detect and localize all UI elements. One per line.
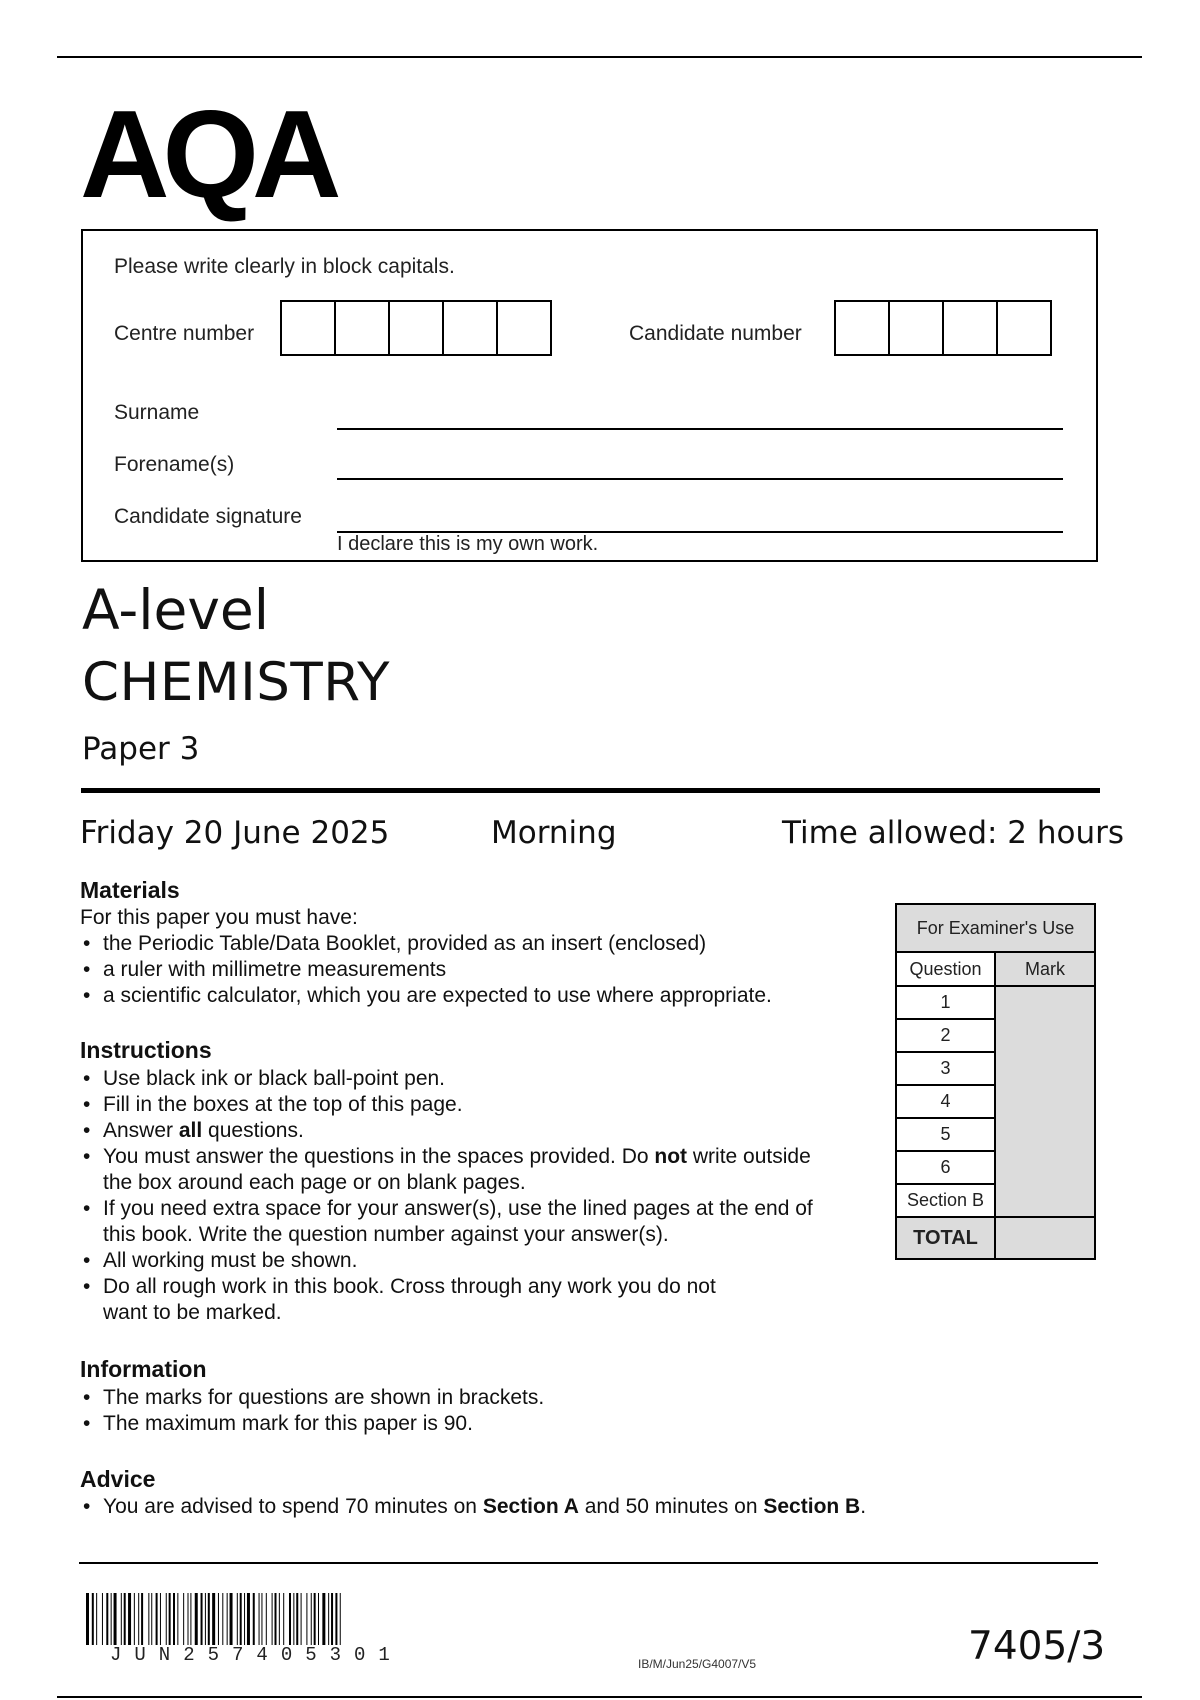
instructions-heading: Instructions: [80, 1037, 212, 1063]
bottom-rule: [57, 1696, 1142, 1698]
list-item: • Fill in the boxes at the top of this page.: [83, 1093, 463, 1116]
signature-label: Candidate signature: [114, 505, 302, 528]
exam-session: Morning: [491, 815, 617, 851]
list-item: • All working must be shown.: [83, 1249, 358, 1272]
aqa-logo: AQA: [80, 86, 335, 224]
time-allowed: Time allowed: 2 hours: [782, 815, 1125, 851]
surname-label: Surname: [114, 401, 200, 424]
list-item: • The marks for questions are shown in brackets.: [83, 1386, 545, 1409]
list-item: • a ruler with millimetre measurements: [83, 958, 447, 981]
declaration-text: I declare this is my own work.: [337, 533, 599, 555]
barcode-image: [86, 1593, 469, 1645]
question-number: 4: [896, 1085, 995, 1118]
advice-heading: Advice: [80, 1466, 156, 1492]
total-mark-cell: [995, 1217, 1095, 1259]
candidate-number-digit[interactable]: [996, 300, 1052, 356]
materials-intro: For this paper you must have:: [80, 906, 358, 929]
subject-title: CHEMISTRY: [82, 652, 391, 713]
footer-rule: [79, 1562, 1098, 1564]
examiner-use-table: [895, 903, 1096, 1272]
question-number: 6: [896, 1151, 995, 1184]
list-item: • Answer all questions.: [83, 1119, 304, 1142]
forename-field[interactable]: [337, 478, 1063, 480]
centre-number-boxes: [280, 300, 550, 356]
candidate-number-digit[interactable]: [834, 300, 890, 356]
information-list: [80, 1385, 544, 1437]
materials-heading: Materials: [80, 877, 180, 903]
mark-cell: [995, 986, 1095, 1217]
examiner-table-title: For Examiner's Use: [896, 904, 1095, 952]
exam-date: Friday 20 June 2025: [80, 815, 390, 851]
list-item: • If you need extra space for your answer(s), use the lined pages at the end of this book. Write the question number against your answer(s).: [83, 1197, 813, 1246]
top-rule: [57, 56, 1142, 58]
centre-number-digit[interactable]: [388, 300, 444, 356]
forename-label: Forename(s): [114, 453, 235, 476]
mark-column-header: Mark: [995, 952, 1095, 986]
paper-number: Paper 3: [82, 731, 200, 767]
question-number: 3: [896, 1052, 995, 1085]
centre-number-digit[interactable]: [496, 300, 552, 356]
instructions-list: [80, 1066, 813, 1326]
list-item: • You must answer the questions in the spaces provided. Do not write outside the box around each page or on blank pages.: [83, 1145, 811, 1194]
candidate-number-label: Candidate number: [629, 322, 802, 345]
question-number: 5: [896, 1118, 995, 1151]
block-capitals-instruction: Please write clearly in block capitals.: [114, 255, 455, 278]
centre-number-label: Centre number: [114, 322, 255, 345]
list-item: • You are advised to spend 70 minutes on Section A and 50 minutes on Section B.: [83, 1495, 867, 1518]
candidate-number-digit[interactable]: [888, 300, 944, 356]
list-item: • The maximum mark for this paper is 90.: [83, 1412, 473, 1435]
candidate-number-boxes: [834, 300, 1050, 356]
question-number: 1: [896, 986, 995, 1019]
question-column-header: Question: [896, 952, 995, 986]
barcode-digits: JUN257405301: [110, 1644, 403, 1666]
information-heading: Information: [80, 1356, 207, 1382]
surname-field[interactable]: [337, 428, 1063, 430]
list-item: • Do all rough work in this book. Cross through any work you do not want to be marked.: [83, 1275, 716, 1324]
candidate-number-digit[interactable]: [942, 300, 998, 356]
list-item: • the Periodic Table/Data Booklet, provided as an insert (enclosed): [83, 932, 707, 955]
paper-code: 7405/3: [968, 1624, 1106, 1669]
qualification-level: A-level: [82, 578, 270, 642]
centre-number-digit[interactable]: [334, 300, 390, 356]
title-rule: [81, 788, 1100, 793]
total-label: TOTAL: [896, 1217, 995, 1259]
question-number: Section B: [896, 1184, 995, 1217]
advice-list: [80, 1494, 866, 1520]
centre-number-digit[interactable]: [442, 300, 498, 356]
question-number: 2: [896, 1019, 995, 1052]
centre-number-digit[interactable]: [280, 300, 336, 356]
list-item: • a scientific calculator, which you are expected to use where appropriate.: [83, 984, 772, 1007]
document-reference: IB/M/Jun25/G4007/V5: [638, 1657, 757, 1671]
materials-list: [80, 931, 772, 1009]
list-item: • Use black ink or black ball-point pen.: [83, 1067, 446, 1090]
